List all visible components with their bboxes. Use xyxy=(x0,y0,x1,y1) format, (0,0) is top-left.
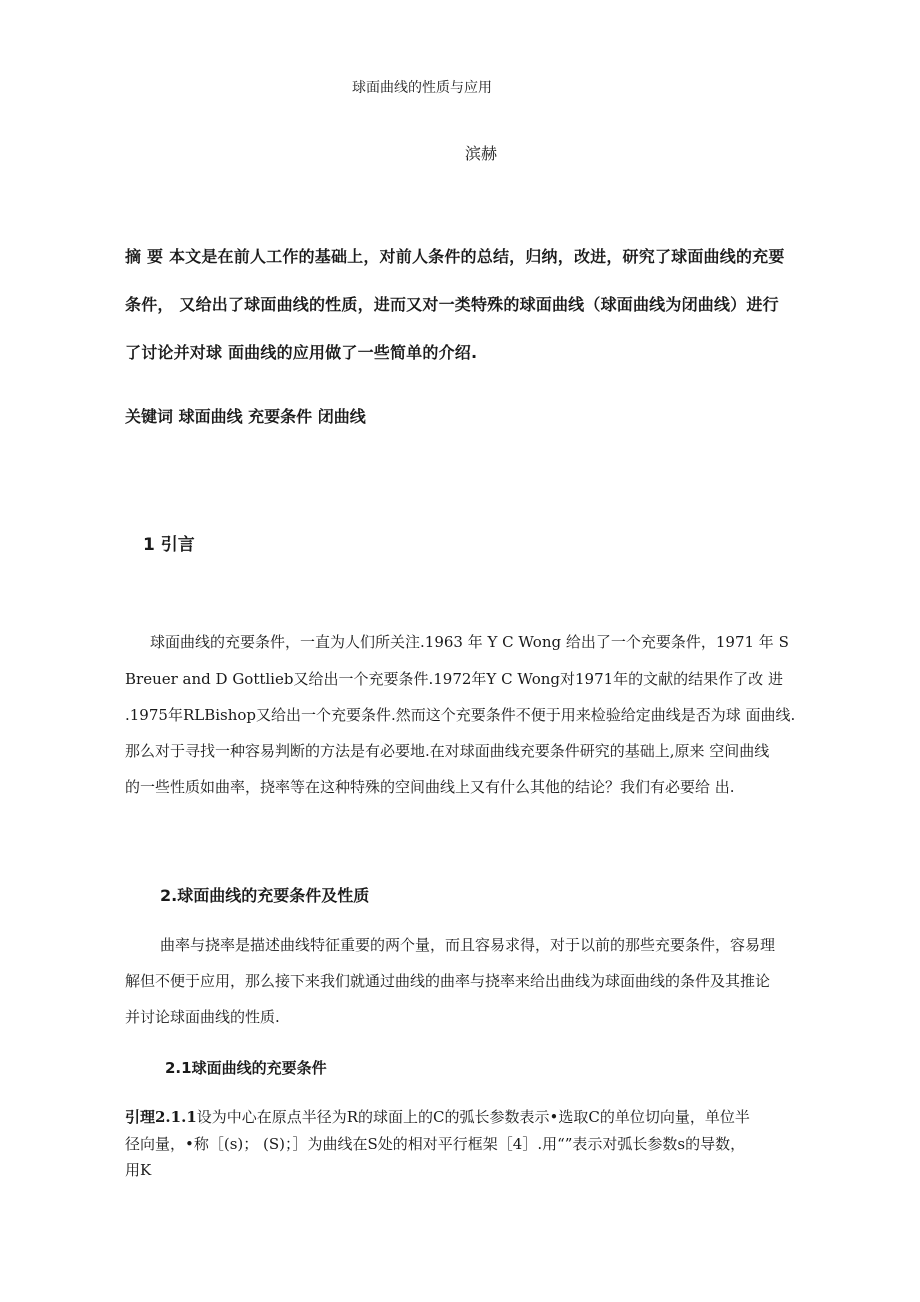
section1-line-3: .1975年RLBishop又给出一个充要条件.然而这个充要条件不便于用来检验给定曲线是否为球 面曲线. xyxy=(125,706,796,724)
section1-line-1: 球面曲线的充要条件，一直为人们所关注.1963 年 Y C Wong 给出了一个充要条件，1971 年 S xyxy=(150,633,789,651)
section1-line-4: 那么对于寻找一种容易判断的方法是有必要地.在对球面曲线充要条件研究的基础上,原来 空间曲线 xyxy=(125,742,770,760)
paper-title: 球面曲线的性质与应用 xyxy=(352,80,492,96)
section1-line-5: 的一些性质如曲率，挠率等在这种特殊的空间曲线上又有什么其他的结论？我们有必要给 出. xyxy=(125,778,735,796)
lemma-text-1: 设为中心在原点半径为R的球面上的C的弧长参数表示•选取C的单位切向量，单位半 xyxy=(196,1108,750,1126)
section2-line-3: 并讨论球面曲线的性质. xyxy=(125,1008,280,1026)
section2-heading: 2.球面曲线的充要条件及性质 xyxy=(160,886,370,905)
lemma-line-1 xyxy=(125,1106,750,1127)
section1-heading: 1 引言 xyxy=(143,535,195,555)
lemma-label: 引理2.1.1 xyxy=(125,1108,197,1126)
section1-line-2: Breuer and D Gottlieb又给出一个充要条件.1972年Y C Wong对1971年的文献的结果作了改 进 xyxy=(125,670,783,688)
keywords: 关键词 球面曲线 充要条件 闭曲线 xyxy=(125,407,366,426)
abstract-line-3: 了讨论并对球 面曲线的应用做了一些简单的介绍. xyxy=(125,343,478,362)
abstract-line-2: 条件， 又给出了球面曲线的性质，进而又对一类特殊的球面曲线（球面曲线为闭曲线）进行 xyxy=(125,295,779,314)
lemma-line-2: 径向量，•称［(s)； (S)；］为曲线在S处的相对平行框架［4］.用“”表示对弧长参数s的导数， xyxy=(125,1135,746,1153)
lemma-line-3: 用K xyxy=(125,1161,152,1179)
section2-line-2: 解但不便于应用，那么接下来我们就通过曲线的曲率与挠率来给出曲线为球面曲线的条件及其推论 xyxy=(125,972,771,990)
paper-author: 滨赫 xyxy=(465,144,498,163)
section21-heading: 2.1球面曲线的充要条件 xyxy=(165,1059,327,1077)
abstract-line-1: 摘 要 本文是在前人工作的基础上，对前人条件的总结，归纳，改进，研究了球面曲线的充要 xyxy=(125,247,785,266)
section2-line-1: 曲率与挠率是描述曲线特征重要的两个量，而且容易求得，对于以前的那些充要条件，容易理 xyxy=(160,936,776,954)
